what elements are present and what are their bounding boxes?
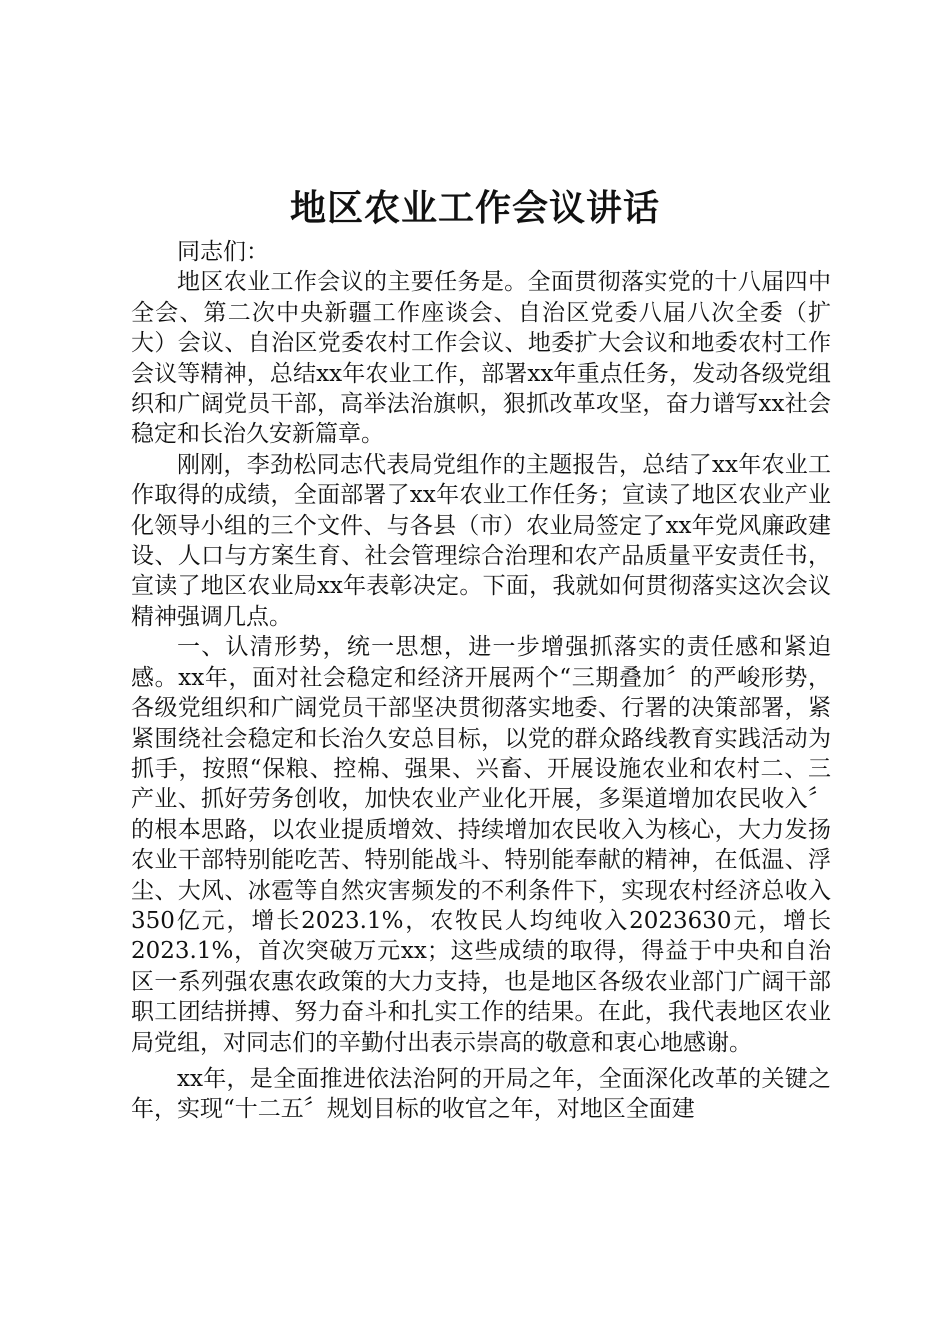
document-body — [131, 237, 831, 1125]
document-title: 地区农业工作会议讲话 — [289, 187, 660, 229]
paragraph-year-outlook: xx年，是全面推进依法治阿的开局之年，全面深化改革的关键之年，实现“十二五〞规划目标的收官之年，对地区全面建 — [131, 1065, 831, 1123]
paragraph-task: 地区农业工作会议的主要任务是。全面贯彻落实党的十八届四中全会、第二次中央新疆工作座谈会、自治区党委八届八次全委（扩大）会议、自治区党委农村工作会议、地委扩大会议和地委农村工作会议等精神，总结xx年农业工作，部署xx年重点任务，发动各级党组织和广阔党员干部，高举法治旗帜，狠抓改革攻坚，奋力谱写xx社会稳定和长治久安新篇章。 — [131, 269, 831, 448]
paragraph-section-one: 一、认清形势，统一思想，进一步增强抓落实的责任感和紧迫感。xx年，面对社会稳定和经济开展两个“三期叠加〞的严峻形势，各级党组织和广阔党员干部坚决贯彻落实地委、行署的决策部署，紧紧围绕社会稳定和长治久安总目标，以党的群众路线教育实践活动为抓手，按照“保粮、控棉、强果、兴畜、开展设施农业和农村二、三产业、抓好劳务创收，加快农业产业化开展，多渠道增加农民收入〞的根本思路，以农业提质增效、持续增加农民收入为核心，大力发扬农业干部特别能吃苦、特别能战斗、特别能奉献的精神，在低温、浮尘、大风、冰雹等自然灾害频发的不利条件下，实现农村经济总收入350亿元，增长2023.1%，农牧民人均纯收入2023630元，增长2023.1%，首次突破万元xx；这些成绩的取得，得益于中央和自治区一系列强农惠农政策的大力支持，也是地区各级农业部门广阔干部职工团结拼搏、努力奋斗和扎实工作的结果。在此，我代表地区农业局党组，对同志们的辛勤付出表示崇高的敬意和衷心地感谢。 — [131, 634, 831, 1056]
salutation: 同志们： — [177, 239, 269, 265]
paragraph-report: 刚刚，李劲松同志代表局党组作的主题报告，总结了xx年农业工作取得的成绩，全面部署了xx年农业工作任务；宣读了地区农业产业化领导小组的三个文件、与各县（市）农业局签定了xx年党风廉政建设、人口与方案生育、社会管理综合治理和农产品质量平安责任书，宣读了地区农业局xx年表彰决定。下面，我就如何贯彻落实这次会议精神强调几点。 — [131, 451, 831, 630]
